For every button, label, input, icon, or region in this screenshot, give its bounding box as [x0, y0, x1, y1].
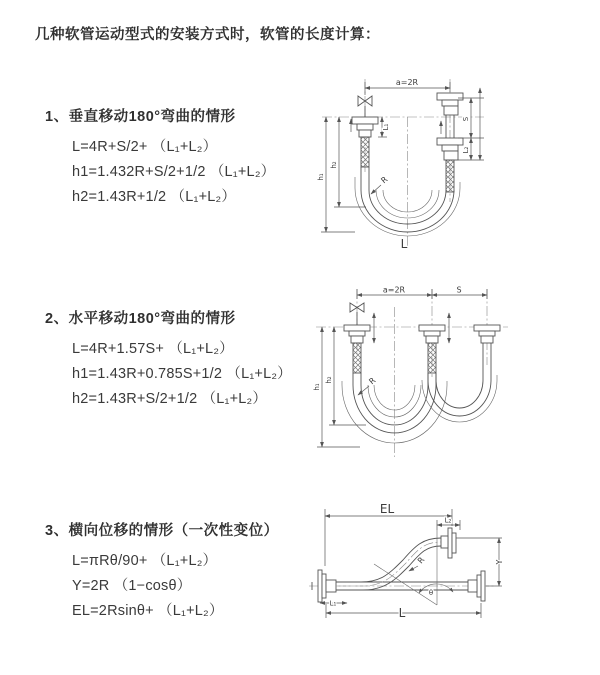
left-flange [318, 570, 336, 602]
middle-flange [419, 325, 445, 343]
formula-line: EL=2Rsinθ+ （L₁+L₂） [72, 602, 224, 619]
section-1-heading: 1、垂直移动180°弯曲的情形 [45, 109, 236, 125]
formula-line: L=4R+S/2+ （L₁+L₂） [72, 139, 218, 155]
section-lateral-displacement [45, 519, 335, 623]
section-horizontal-movement [45, 307, 335, 411]
dim-label-r: R [379, 174, 390, 186]
dim-label-a2r: a=2R [382, 285, 406, 295]
dim-label-l1: L₁ [329, 599, 337, 608]
braided-hose-sleeve [361, 137, 369, 167]
formula-line: L=4R+1.57S+ （L₁+L₂） [72, 341, 234, 357]
right-flange [474, 325, 500, 343]
dim-label-el: EL [379, 502, 395, 516]
dim-label-h2: h₂ [325, 376, 333, 384]
section-2-heading: 2、水平移动180°弯曲的情形 [45, 311, 236, 327]
section-vertical-movement [45, 105, 335, 209]
page-title: 几种软管运动型式的安装方式时，软管的长度计算： [35, 27, 380, 43]
braided-hose-sleeve [353, 343, 361, 373]
dim-label-h2: h₂ [330, 161, 338, 169]
dim-label-l: L [398, 606, 406, 620]
formula-line: h1=1.43R+0.785S+1/2 （L₁+L₂） [72, 365, 292, 382]
upper-flange [441, 528, 456, 558]
formula-line: h2=1.43R+S/2+1/2 （L₁+L₂） [72, 390, 268, 407]
dim-label-r: R [415, 555, 427, 566]
diagram-lateral-displacement [303, 500, 600, 648]
dim-label-a2r: a=2R [395, 78, 419, 87]
formula-line: h2=1.43R+1/2 （L₁+L₂） [72, 188, 237, 205]
formula-line: L=πRθ/90+ （L₁+L₂） [72, 553, 218, 569]
dim-label-l2: L₂ [462, 146, 470, 154]
right-flange-mid [437, 138, 463, 160]
right-flange [468, 571, 485, 601]
braided-hose-sleeve [446, 160, 454, 192]
section-3-heading: 3、横向位移的情形（一次性变位） [45, 523, 279, 539]
dim-label-s: S [462, 116, 470, 122]
diagram-vertical-180-bend [308, 72, 590, 260]
formula-line: h1=1.432R+S/2+1/2 （L₁+L₂） [72, 163, 276, 180]
dim-label-h1: h₁ [317, 173, 325, 181]
dim-label-s: S [456, 285, 462, 295]
formula-line: Y=2R （1−cosθ） [72, 577, 192, 594]
right-flange-top [437, 93, 463, 115]
angle-label-theta: θ [428, 589, 434, 597]
braided-hose-sleeve [428, 343, 436, 373]
dim-label-y: Y [495, 559, 504, 565]
left-flange [344, 325, 370, 343]
dim-label-l1: L₁ [382, 123, 390, 131]
diagram-horizontal-180-bend [308, 285, 596, 467]
dim-label-r: R [367, 375, 378, 387]
left-flange [352, 117, 378, 137]
dim-label-l: L [400, 237, 408, 251]
dim-label-h1: h₁ [313, 383, 321, 391]
dim-label-l2: L₂ [444, 516, 452, 525]
